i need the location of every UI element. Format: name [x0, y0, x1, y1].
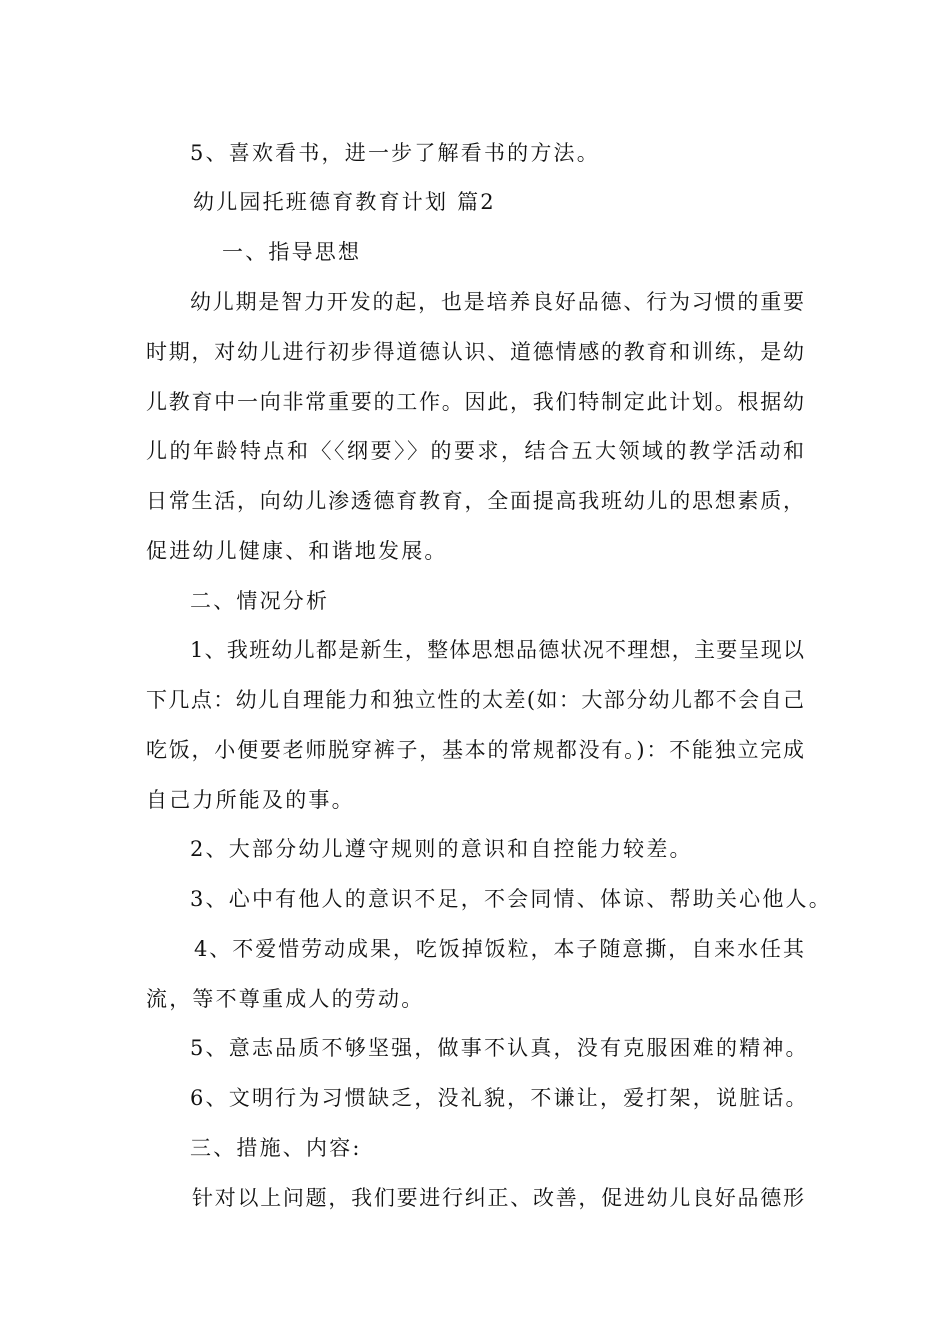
paragraph-line: 1、我班幼儿都是新生，整体思想品德状况不理想，主要呈现以 — [190, 638, 804, 662]
list-item-4: 4、不爱惜劳动成果，吃饭掉饭粒，本子随意撕，自来水任其 — [194, 937, 804, 961]
paragraph-line: 自己力所能及的事。 — [146, 788, 355, 812]
list-item-6: 6、文明行为习惯缺乏，没礼貌，不谦让，爱打架，说脏话。 — [190, 1086, 809, 1110]
paragraph-line: 促进幼儿健康、和谐地发展。 — [146, 539, 448, 563]
section-title-plan-2: 幼儿园托班德育教育计划 篇2 — [193, 190, 496, 214]
list-item-3: 3、心中有他人的意识不足，不会同情、体谅、帮助关心他人。 — [190, 887, 832, 911]
paragraph-line: 幼儿期是智力开发的起，也是培养良好品德、行为习惯的重要 — [190, 290, 804, 314]
list-item-5-books: 5、喜欢看书，进一步了解看书的方法。 — [190, 141, 600, 165]
list-item-5: 5、意志品质不够坚强，做事不认真，没有克服困难的精神。 — [190, 1036, 809, 1060]
paragraph-line: 儿的年龄特点和〈〈纲要〉〉的要求，结合五大领域的教学活动和 — [146, 439, 804, 463]
paragraph-line: 时期，对幼儿进行初步得道德认识、道德情感的教育和训练，是幼 — [146, 340, 804, 364]
paragraph-line: 流，等不尊重成人的劳动。 — [146, 987, 425, 1011]
heading-guiding-thought: 一、指导思想 — [222, 240, 362, 264]
paragraph-line: 下几点：幼儿自理能力和独立性的太差(如：大部分幼儿都不会自己 — [146, 688, 804, 712]
paragraph-line: 针对以上问题，我们要进行纠正、改善，促进幼儿良好品德形 — [192, 1186, 804, 1210]
paragraph-line: 吃饭，小便要老师脱穿裤子，基本的常规都没有。)：不能独立完成 — [146, 738, 804, 762]
paragraph-line: 儿教育中一向非常重要的工作。因此，我们特制定此计划。根据幼 — [146, 390, 804, 414]
paragraph-line: 日常生活，向幼儿渗透德育教育，全面提高我班幼儿的思想素质， — [146, 489, 804, 513]
list-item-2: 2、大部分幼儿遵守规则的意识和自控能力较差。 — [190, 837, 693, 861]
heading-situation-analysis: 二、情况分析 — [190, 589, 330, 613]
heading-measures-content: 三、措施、内容: — [190, 1136, 362, 1160]
